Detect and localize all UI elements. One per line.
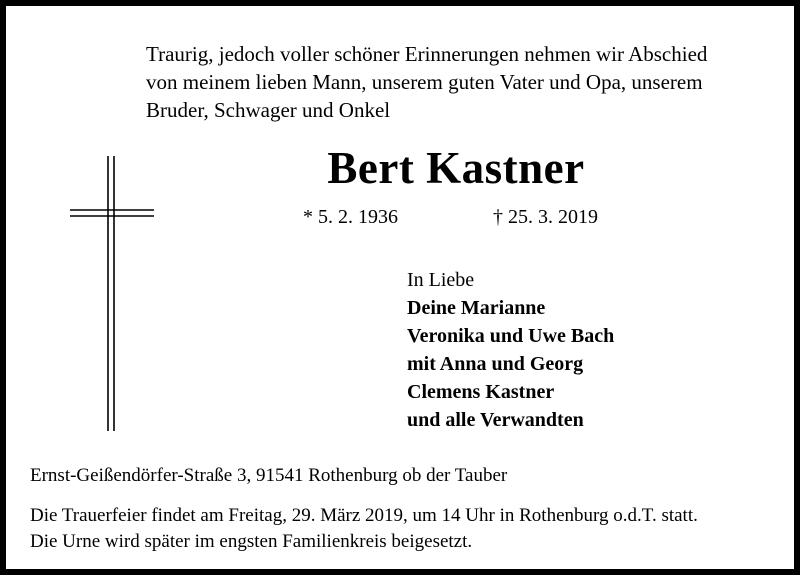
mourner-name: Clemens Kastner [407, 381, 555, 403]
funeral-line: Die Trauerfeier findet am Freitag, 29. März 2019, um 14 Uhr in Rothenburg o.d.T. statt. [30, 505, 698, 526]
mourners-list [407, 266, 614, 434]
mourner-name: Deine Marianne [407, 297, 546, 319]
mourner-name: Veronika und Uwe Bach [407, 325, 615, 347]
intro-line: Traurig, jedoch voller schöner Erinnerungen nehmen wir Abschied [146, 42, 708, 66]
cross-icon [66, 156, 156, 431]
funeral-info [30, 503, 698, 555]
intro-line: Bruder, Schwager und Onkel [146, 98, 391, 122]
intro-line: von meinem lieben Mann, unserem guten Vater und Opa, unserem [146, 70, 703, 94]
funeral-line: Die Urne wird später im engsten Familienkreis beigesetzt. [30, 531, 473, 552]
mourners-lead: In Liebe [407, 269, 475, 291]
deceased-name: Bert Kastner [327, 143, 585, 193]
intro-text [146, 40, 786, 124]
birth-date: * 5. 2. 1936 [303, 206, 398, 228]
mourner-name: mit Anna und Georg [407, 353, 584, 375]
mourner-name: und alle Verwandten [407, 409, 584, 431]
family-address: Ernst-Geißendörfer-Straße 3, 91541 Rothenburg ob der Tauber [30, 465, 508, 486]
death-date: † 25. 3. 2019 [493, 206, 598, 228]
